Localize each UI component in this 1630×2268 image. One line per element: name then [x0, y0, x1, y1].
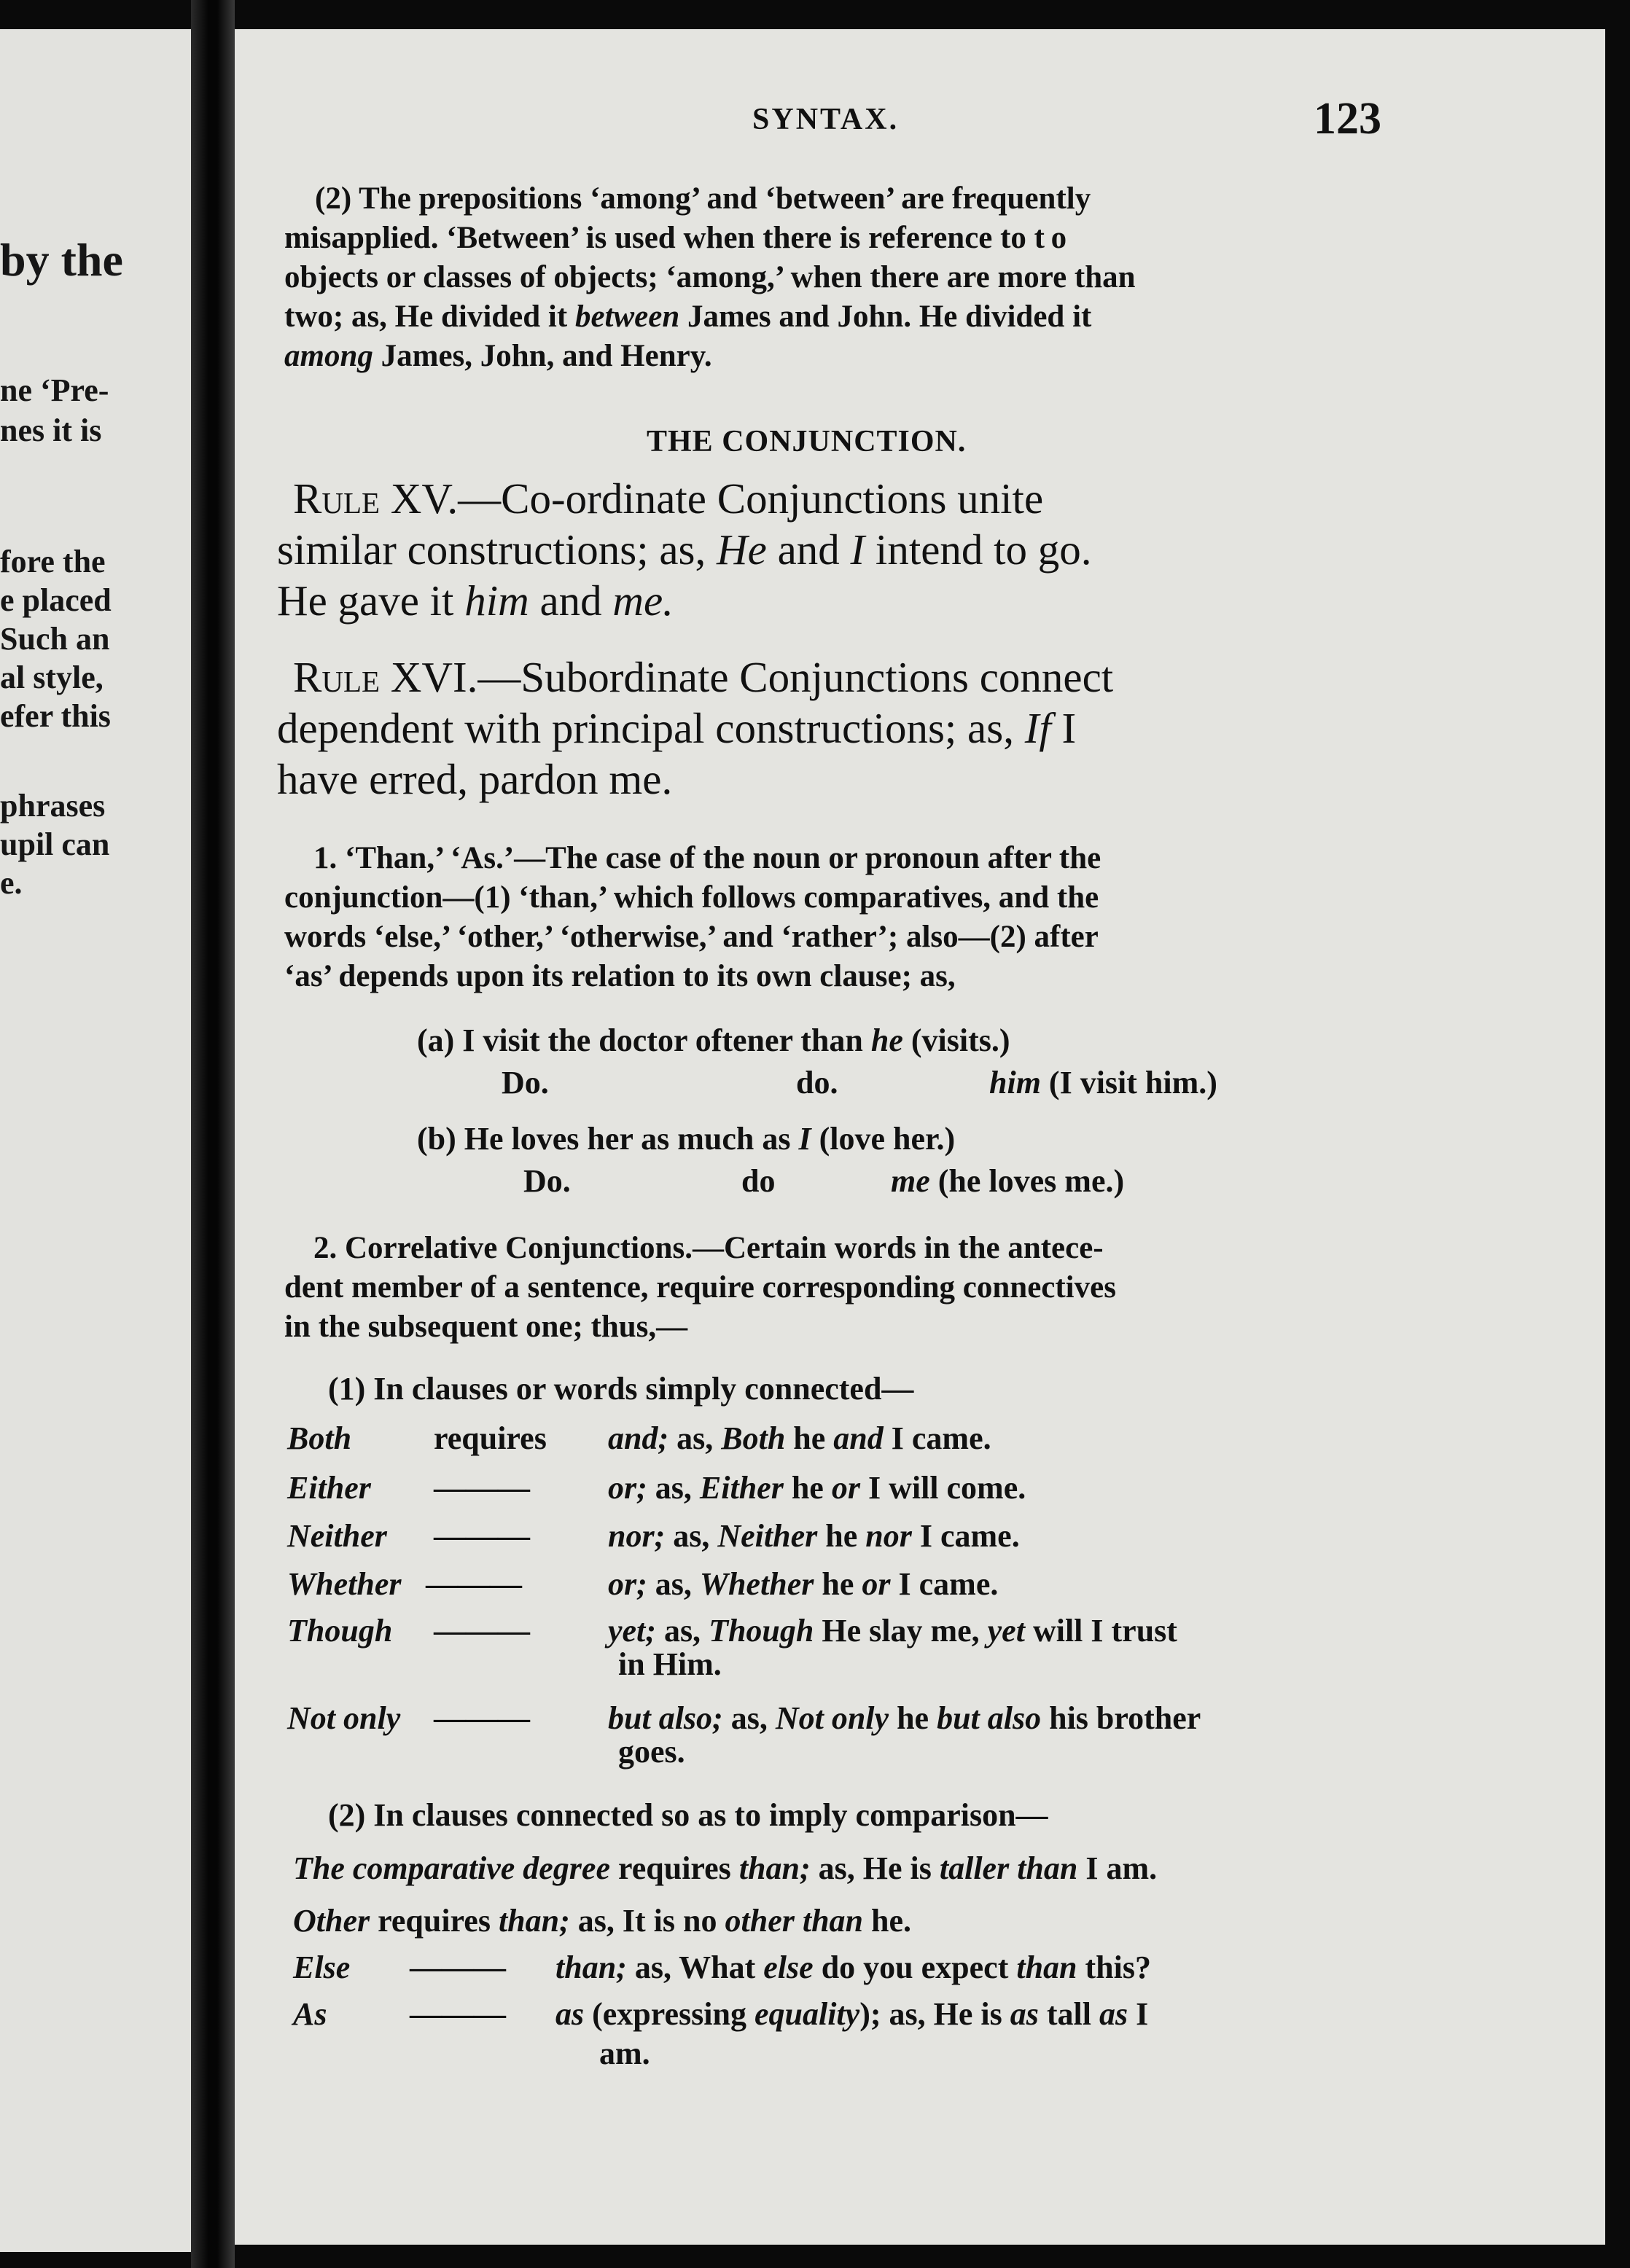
running-header: SYNTAX.: [752, 103, 900, 136]
ditto: Do.: [523, 1163, 571, 1199]
row-ex1: Both: [721, 1420, 786, 1456]
page-number: 123: [1314, 94, 1381, 144]
ditto: do.: [796, 1065, 838, 1100]
row-dash: ———: [426, 1518, 538, 1554]
page: [235, 29, 1605, 2245]
row-ex2: nor: [865, 1518, 912, 1554]
correlative-row: [287, 1700, 1201, 1737]
left-line: al style,: [0, 660, 104, 695]
left-line: fore the: [0, 544, 106, 579]
left-line: nes it is: [0, 412, 102, 448]
row-dash: ———: [426, 1613, 538, 1649]
text-line: Rule XVI.—Subordinate Conjunctions connect: [293, 653, 1114, 701]
correlative-row: [287, 1517, 1020, 1555]
subheading: (2) In clauses connected so as to imply comparison—: [328, 1797, 1048, 1833]
row-ex1: Neither: [717, 1518, 818, 1554]
row-req: and;: [608, 1420, 669, 1456]
left-line: Such an: [0, 621, 110, 657]
left-line: upil can: [0, 826, 110, 862]
text-line: 1. ‘Than,’ ‘As.’—The case of the noun or pronoun after the: [313, 841, 1101, 875]
left-line: by the: [0, 234, 123, 286]
text-line: dependent with principal constructions; as, If I: [277, 704, 1077, 752]
row-end: I will come.: [859, 1470, 1026, 1506]
row-mid: he: [783, 1470, 832, 1506]
row-w: Whether: [287, 1566, 402, 1602]
row-dash: ———: [426, 1700, 538, 1736]
row-ex1: Though: [709, 1613, 814, 1649]
row-ex1: Whether: [699, 1566, 814, 1602]
text-line: words ‘else,’ ‘other,’ ‘otherwise,’ and ‘rather’; also—(2) after: [284, 920, 1099, 954]
text-line: Other requires than; as, It is no other than he.: [293, 1903, 912, 1939]
row-end: will I trust: [1024, 1613, 1177, 1649]
row-rest_a: as,: [722, 1700, 776, 1736]
row-end: I came.: [890, 1566, 999, 1602]
text-line: Rule XV.—Co-ordinate Conjunctions unite: [293, 474, 1044, 523]
text-line: Else ——— than; as, What else do you expect than this?: [293, 1950, 1151, 1985]
text-line: The comparative degree requires than; as, He is taller than I am.: [293, 1850, 1158, 1886]
text-line: among James, John, and Henry.: [284, 339, 712, 373]
correlative-row: [287, 1469, 1026, 1506]
row-req: nor;: [608, 1518, 666, 1554]
left-line: phrases: [0, 788, 106, 824]
row-ex2: and: [833, 1420, 884, 1456]
ditto: do: [741, 1163, 776, 1199]
row-mid: he: [785, 1420, 834, 1456]
row-ex2: yet: [987, 1613, 1025, 1649]
row-dash: ———: [426, 1470, 538, 1506]
example-b: (b) He loves her as much as I (love her.): [417, 1121, 956, 1157]
row-ex1: Either: [699, 1470, 784, 1506]
row-rest_a: as,: [655, 1613, 709, 1649]
row-req: but also;: [608, 1700, 723, 1736]
text-line: 2. Correlative Conjunctions.—Certain words in the antece-: [313, 1231, 1104, 1265]
row-rest_a: as,: [668, 1420, 722, 1456]
text-line: goes.: [618, 1734, 685, 1770]
row-req: or;: [608, 1566, 647, 1602]
example-b-cont: me (he loves me.): [891, 1163, 1125, 1199]
row-ex2: but also: [937, 1700, 1042, 1736]
text-line: objects or classes of objects; ‘among,’ when there are more than: [284, 260, 1136, 294]
text-line: ‘as’ depends upon its relation to its own clause; as,: [284, 959, 956, 993]
text-line: in the subsequent one; thus,—: [284, 1310, 688, 1344]
row-mid: He slay me,: [814, 1613, 988, 1649]
row-w: Neither: [287, 1518, 387, 1554]
row-ex1: Not only: [775, 1700, 889, 1736]
row-end: I came.: [883, 1420, 991, 1456]
row-dash: requires: [426, 1420, 555, 1456]
row-rest_a: as,: [647, 1566, 700, 1602]
example-a: (a) I visit the doctor oftener than he (visits.): [417, 1022, 1010, 1058]
example-a-cont: him (I visit him.): [989, 1065, 1217, 1100]
section-title: THE CONJUNCTION.: [647, 425, 967, 458]
row-w: Either: [287, 1470, 371, 1506]
row-rest_a: as,: [647, 1470, 700, 1506]
row-w: Not only: [287, 1700, 401, 1736]
row-ex2: or: [831, 1470, 860, 1506]
row-mid: he: [889, 1700, 937, 1736]
left-line: efer this: [0, 698, 111, 734]
left-line: ne ‘Pre-: [0, 372, 109, 408]
text-line: similar constructions; as, He and I intend to go.: [277, 525, 1092, 574]
correlative-row: [287, 1565, 998, 1603]
ditto: Do.: [502, 1065, 549, 1100]
correlative-row: [287, 1612, 1177, 1649]
text-line: in Him.: [618, 1646, 722, 1682]
row-req: or;: [608, 1470, 647, 1506]
row-mid: he: [814, 1566, 862, 1602]
text-line: conjunction—(1) ‘than,’ which follows comparatives, and the: [284, 880, 1099, 915]
book-gutter: [191, 0, 235, 2268]
text-line: have erred, pardon me.: [277, 755, 673, 803]
row-w: Both: [287, 1420, 352, 1456]
row-end: I came.: [911, 1518, 1020, 1554]
left-line: e placed: [0, 582, 112, 618]
left-line: e.: [0, 865, 23, 901]
row-rest_a: as,: [665, 1518, 718, 1554]
text-line: am.: [599, 2036, 650, 2071]
subheading: (1) In clauses or words simply connected—: [328, 1371, 914, 1407]
row-end: his brother: [1041, 1700, 1201, 1736]
row-dash: ———: [426, 1566, 530, 1602]
left-page-fragment: [0, 29, 191, 2252]
row-ex2: or: [862, 1566, 891, 1602]
row-req: yet;: [608, 1613, 656, 1649]
text-line: He gave it him and me.: [277, 576, 674, 625]
row-mid: he: [817, 1518, 866, 1554]
row-w: Though: [287, 1613, 393, 1649]
text-line: two; as, He divided it between James and John. He divided it: [284, 300, 1092, 334]
text-line: dent member of a sentence, require corresponding connectives: [284, 1270, 1116, 1305]
correlative-row: [287, 1420, 991, 1457]
text-line: (2) The prepositions ‘among’ and ‘between’ are frequently: [315, 181, 1091, 216]
text-line: As ——— as (expressing equality); as, He is as tall as I: [293, 1996, 1149, 2032]
text-line: misapplied. ‘Between’ is used when there is reference to t o: [284, 221, 1067, 255]
